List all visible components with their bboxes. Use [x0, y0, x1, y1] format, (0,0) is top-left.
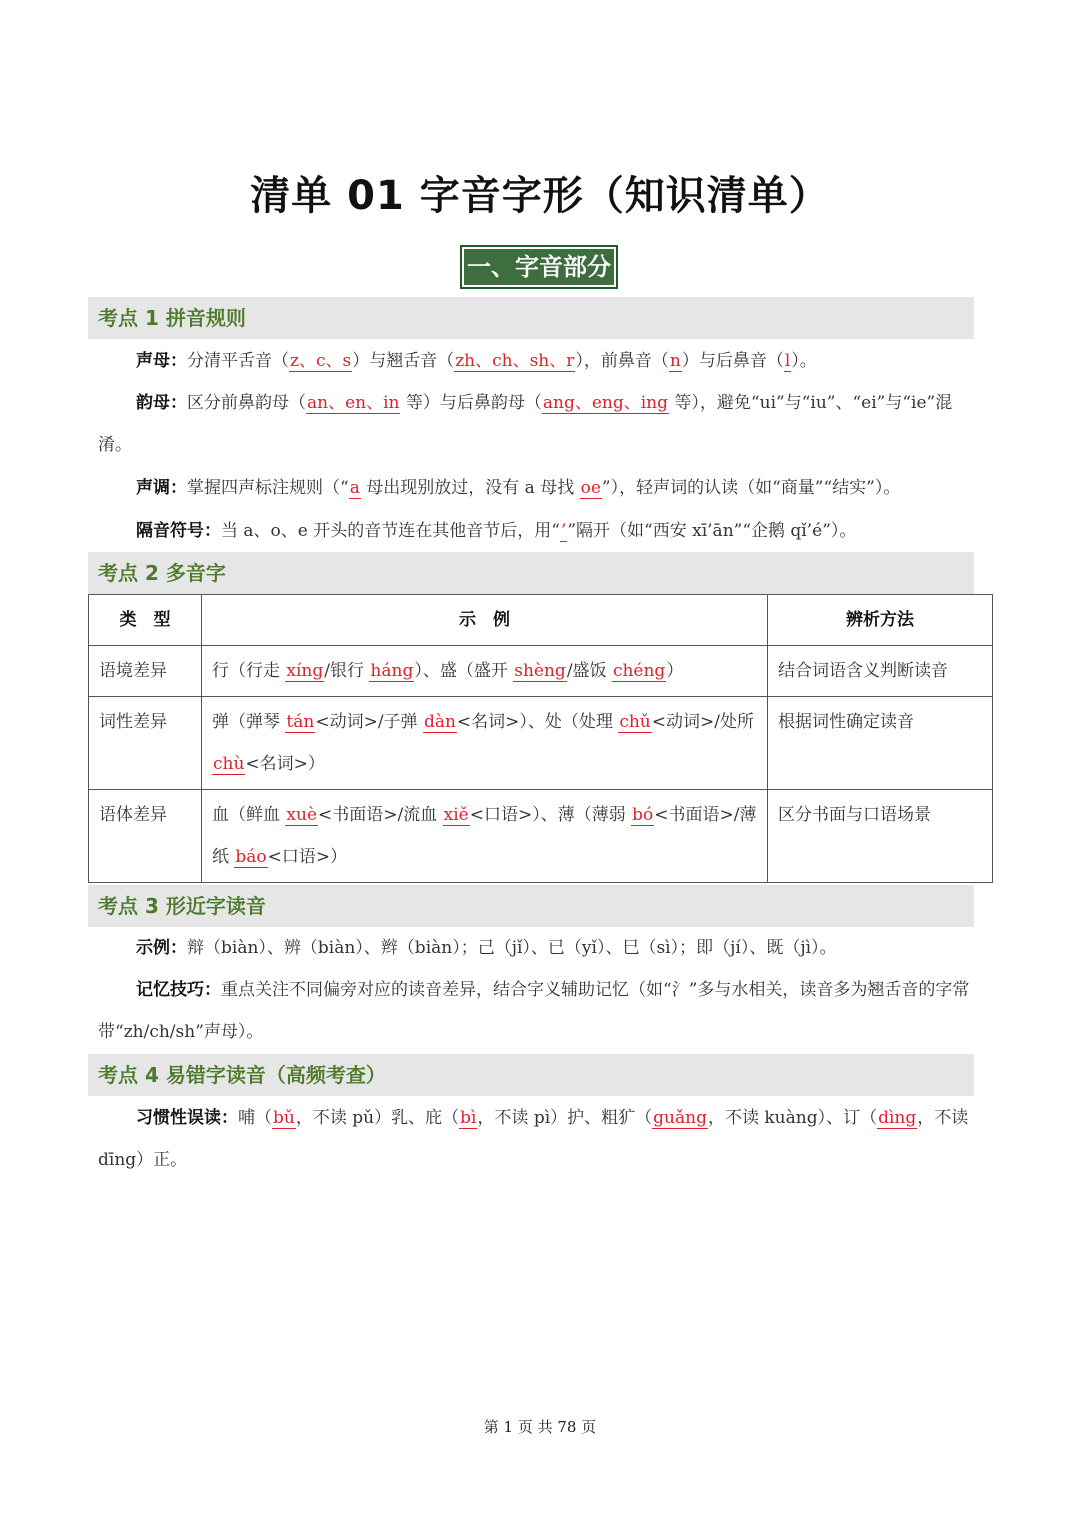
kp1-heading: 考点 1 拼音规则	[88, 297, 974, 339]
cell-method: 区分书面与口语场景	[768, 790, 993, 883]
answer-blank: xiě	[443, 805, 469, 825]
geyin-label: 隔音符号：	[136, 521, 221, 541]
answer-blank: dìng	[878, 1108, 917, 1128]
kp2-heading: 考点 2 多音字	[88, 552, 974, 594]
answer-blank: shèng	[514, 661, 566, 681]
cell-method: 结合词语含义判断读音	[768, 646, 993, 697]
text: 血（鲜血	[212, 805, 286, 825]
text: <口语>）	[267, 847, 348, 867]
text: 区分前鼻韵母（	[187, 393, 306, 413]
polyphone-table	[88, 594, 993, 883]
text: ）。	[791, 351, 817, 371]
section-heading-label: 一、字音部分	[464, 249, 614, 285]
answer-blank: a	[349, 478, 360, 498]
cell-type: 语体差异	[89, 790, 202, 883]
answer-blank: oe	[580, 478, 601, 498]
text: ），前鼻音（	[575, 351, 669, 371]
text: ，不读 kuàng）、订（	[707, 1108, 878, 1128]
text: ）、盛（盛开	[414, 661, 514, 681]
answer-blank: bǔ	[273, 1108, 295, 1128]
text: ，不读 pì）护、粗犷（	[477, 1108, 653, 1128]
kp3-heading: 考点 3 形近字读音	[88, 885, 974, 927]
text: /银行	[324, 661, 370, 681]
cell-example	[202, 697, 768, 790]
text: <名词>）	[245, 754, 325, 774]
text: <动词>/子弹	[315, 712, 423, 732]
answer-blank: xíng	[286, 661, 324, 681]
text: 重点关注不同偏旁对应的读音差异，结合字义辅助记忆（如“氵”多与水相关，读音多为翘舌音的字常带“zh/ch/sh”声母）。	[98, 980, 970, 1042]
text: <口语>）、薄（薄弱	[469, 805, 632, 825]
kp1-yunmu	[98, 382, 978, 466]
example-label: 示例：	[136, 938, 187, 958]
answer-blank: ang、eng、ing	[542, 393, 669, 413]
answer-blank: guǎng	[653, 1108, 707, 1128]
col-header-method: 辨析方法	[768, 595, 993, 646]
answer-blank: ’	[560, 521, 567, 541]
answer-blank: bó	[632, 805, 654, 825]
text: ，不读 dīng）正。	[98, 1108, 969, 1170]
text: 分清平舌音（	[187, 351, 289, 371]
kp4-heading: 考点 4 易错字读音（高频考查）	[88, 1054, 974, 1096]
text: ”），轻声词的认读（如“商量”“结实”）。	[601, 478, 901, 498]
text: 掌握四声标注规则（“	[187, 478, 349, 498]
table-row	[89, 646, 993, 697]
cell-example	[202, 646, 768, 697]
answer-blank: dàn	[423, 712, 456, 732]
text: ”隔开（如“西安 xī’ān”“企鹅 qǐ’é”）。	[567, 521, 857, 541]
text: 行（行走	[212, 661, 286, 681]
kp1-geyin	[98, 510, 978, 552]
col-header-example: 示 例	[202, 595, 768, 646]
col-header-type: 类 型	[89, 595, 202, 646]
habit-label: 习惯性误读：	[136, 1108, 238, 1128]
answer-blank: báo	[235, 847, 267, 867]
cell-type: 语境差异	[89, 646, 202, 697]
text: ，不读 pǔ）乳、庇（	[295, 1108, 460, 1128]
text: 辩（biàn）、辨（biàn）、辫（biàn）；己（jǐ）、已（yǐ）、巳（sì）；即（jí）、既（jì）。	[187, 938, 837, 958]
kp1-shengdiao	[98, 467, 978, 509]
shengmu-label: 声母：	[136, 351, 187, 371]
answer-blank: chǔ	[619, 712, 651, 732]
answer-blank: chéng	[612, 661, 666, 681]
text: 等）与后鼻韵母（	[400, 393, 542, 413]
answer-blank: háng	[370, 661, 414, 681]
text: 哺（	[238, 1108, 272, 1128]
page-title: 清单 01 字音字形（知识清单）	[250, 173, 830, 219]
text: <动词>/处所	[651, 712, 754, 732]
memory-label: 记忆技巧：	[136, 980, 221, 1000]
answer-blank: bì	[460, 1108, 477, 1128]
answer-blank: l	[784, 351, 791, 371]
kp4-habit	[98, 1097, 978, 1181]
kp3-example	[98, 927, 978, 969]
page-footer: 第 1 页 共 78 页	[483, 1418, 597, 1436]
table-row	[89, 697, 993, 790]
table-header-row	[89, 595, 993, 646]
shengdiao-label: 声调：	[136, 478, 187, 498]
text: ）与翘舌音（	[352, 351, 455, 371]
cell-method: 根据词性确定读音	[768, 697, 993, 790]
text: 当 a、o、e 开头的音节连在其他音节后，用“	[221, 521, 560, 541]
cell-example	[202, 790, 768, 883]
answer-blank: tán	[286, 712, 315, 732]
text: ）与后鼻音（	[681, 351, 784, 371]
answer-blank: an、en、in	[307, 393, 400, 413]
answer-blank: z、c、s	[290, 351, 352, 371]
text: ）	[666, 661, 684, 681]
yunmu-label: 韵母：	[136, 393, 187, 413]
text: /盛饭	[566, 661, 612, 681]
answer-blank: n	[669, 351, 681, 371]
text: <书面语>/流血	[318, 805, 443, 825]
answer-blank: chù	[213, 754, 245, 774]
text: <名词>）、处（处理	[456, 712, 619, 732]
answer-blank: zh、ch、sh、r	[455, 351, 575, 371]
answer-blank: xuè	[286, 805, 318, 825]
text: 弹（弹琴	[212, 712, 286, 732]
text: 等），避免“ui”与“iu”、“ei”与“ie”混淆。	[98, 393, 953, 455]
kp3-memory	[98, 969, 978, 1053]
text: <书面语>/薄纸	[212, 805, 757, 867]
table-row	[89, 790, 993, 883]
text: 母出现别放过，没有 a 母找	[360, 478, 580, 498]
kp1-shengmu	[98, 340, 978, 382]
section-heading	[460, 245, 618, 289]
cell-type: 词性差异	[89, 697, 202, 790]
